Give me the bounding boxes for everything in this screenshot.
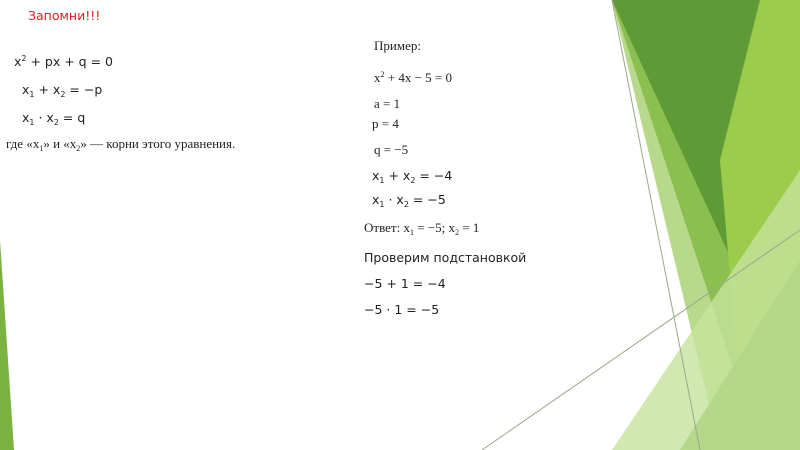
vieta-product: $x_1 \cdot x_2 = q$ [22,110,86,127]
vieta-sum: $x_1 + x_2 = -p$ [22,82,103,99]
coefficient-q: q = −5 [374,142,409,157]
check-sum: −5 + 1 = −4 [364,276,446,291]
check-product: −5 · 1 = −5 [364,302,440,317]
roots-note: где «$x_1$» и «$x_2$» — корни этого уравнения. [6,136,236,153]
check-title: Проверим подстановкой [364,250,527,265]
coefficient-a: a = 1 [374,96,401,111]
example-heading: Пример: [374,38,421,53]
example-equation: $x^2 + 4x - 5 = 0$ [374,70,452,85]
left-edge-triangle [0,240,14,450]
remember-title: Запомни!!! [28,8,101,23]
example-product: $x_1 \cdot x_2 = -5$ [372,192,446,209]
coefficient-p: p = 4 [372,116,399,131]
example-sum: $x_1 + x_2 = -4$ [372,168,453,185]
general-equation: $x^2$ + px + q = 0 [14,54,113,69]
answer-line: Ответ: $x_1 = -5$; $x_2 = 1$ [364,220,480,237]
